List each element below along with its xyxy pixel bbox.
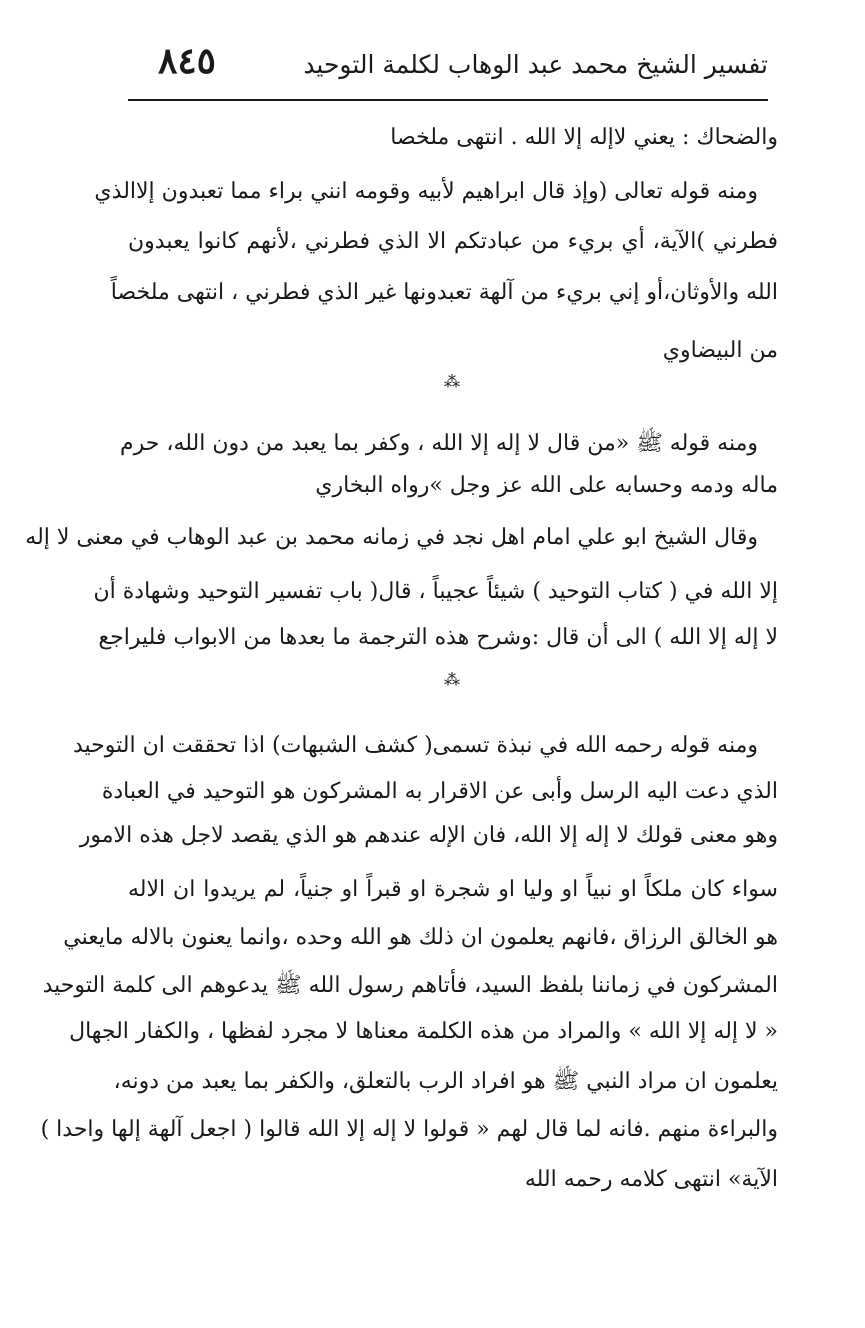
text-line: ومنه قوله ﷺ «من قال لا إله إلا الله ، وكفر بما يعبد من دون الله، حرم — [120, 431, 758, 456]
text-line: من البيضاوي — [662, 338, 778, 363]
text-line: وهو معنى قولك لا إله إلا الله، فان الإله عندهم هو الذي يقصد لاجل هذه الامور — [79, 823, 778, 848]
text-line: ومنه قوله تعالى (وإذ قال ابراهيم لأبيه وقومه انني براء مما تعبدون إلاالذي — [94, 179, 758, 204]
text-line: المشركون في زماننا بلفظ السيد، فأتاهم رسول الله ﷺ يدعوهم الى كلمة التوحيد — [42, 973, 778, 998]
text-line: إلا الله في ( كتاب التوحيد ) شيئاً عجيباً ، قال( باب تفسير التوحيد وشهادة أن — [93, 579, 778, 604]
text-line: هو الخالق الرزاق ،فانهم يعلمون ان ذلك هو الله وحده ،وانما يعنون بالاله مايعني — [63, 925, 778, 950]
text-line: الذي دعت اليه الرسل وأبى عن الاقرار به المشركون هو التوحيد في العبادة — [101, 779, 778, 804]
text-line: فطرني )الآية، أي بريء من عبادتكم الا الذي فطرني ،لأنهم كانوا يعبدون — [128, 229, 778, 254]
page-number: ٨٤٥ — [158, 40, 217, 82]
text-line: « لا إله إلا الله » والمراد من هذه الكلمة معناها لا مجرد لفظها ، والكفار الجهال — [69, 1019, 778, 1044]
section-separator: ⁂ — [444, 670, 462, 689]
text-line: والبراءة منهم .فانه لما قال لهم « قولوا لا إله إلا الله قالوا ( اجعل آلهة إلها واحدا ) — [40, 1117, 778, 1142]
text-line: الآية» انتهى كلامه رحمه الله — [524, 1167, 778, 1192]
section-separator: ⁂ — [444, 372, 462, 391]
text-line: ماله ودمه وحسابه على الله عز وجل »رواه البخاري — [315, 473, 778, 498]
text-line: الله والأوثان،أو إني بريء من آلهة تعبدونها غير الذي فطرني ، انتهى ملخصاً — [110, 280, 778, 305]
text-line: لا إله إلا الله ) الى أن قال :وشرح هذه الترجمة ما بعدها من الابواب فليراجع — [98, 625, 778, 650]
running-title: تفسير الشيخ محمد عبد الوهاب لكلمة التوحيد — [303, 50, 768, 79]
text-line: والضحاك : يعني لاإله إلا الله . انتهى ملخصا — [390, 125, 778, 150]
text-line: ومنه قوله رحمه الله في نبذة تسمى( كشف الشبهات) اذا تحققت ان التوحيد — [72, 733, 758, 758]
text-line: سواء كان ملكاً او نبياً او وليا او شجرة او قبراً او جنياً، لم يريدوا ان الاله — [128, 877, 778, 902]
running-header — [128, 40, 768, 100]
header-rule — [128, 99, 768, 101]
text-line: وقال الشيخ ابو علي امام اهل نجد في زمانه محمد بن عبد الوهاب في معنى لا إله — [25, 525, 758, 550]
text-line: يعلمون ان مراد النبي ﷺ هو افراد الرب بالتعلق، والكفر بما يعبد من دونه، — [113, 1069, 778, 1094]
